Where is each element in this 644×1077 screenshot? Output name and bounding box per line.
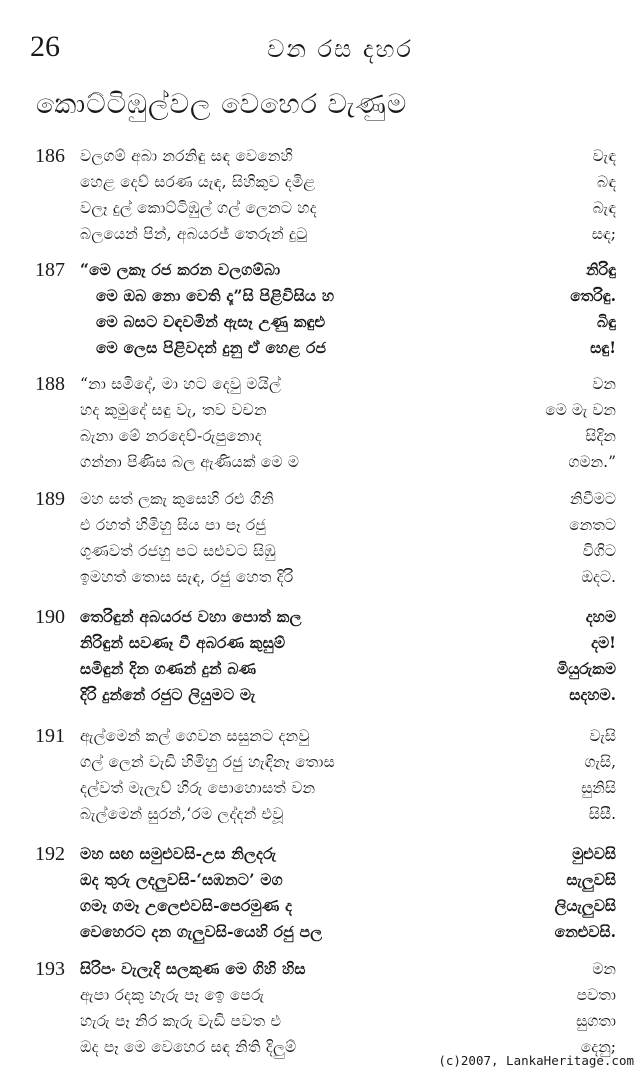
verse-line xyxy=(80,563,630,591)
verse-text: හෙළ දෙව් සරණ යැඳ, සිහිකුව දමිළ xyxy=(80,173,316,191)
verse-text: වෙහෙරට දන ගැලුවසි-යෙහි රජු පල xyxy=(80,922,323,941)
verse-text: මෙ බසට වඳවමින් ඇසෑ උණු කඳුළු xyxy=(96,312,326,331)
verse-text: බැනා මේ නරදෙව්-රුපුනොද xyxy=(80,427,262,445)
verse-line xyxy=(80,629,630,657)
rhyme-word: නෙළුවසි. xyxy=(554,922,616,941)
rhyme-word: සදහම. xyxy=(569,685,616,704)
verse-text: හද කුමුදේ සඳු වැ, තව වචන xyxy=(80,401,267,419)
verse-text: “නා සමිදේ, මා හට දෙවු මයිල් xyxy=(80,375,281,393)
verse-text: එ රහත් හිමිහු සිය පා පෑ රජු xyxy=(80,516,267,534)
rhyme-word: මෙ මැ වන xyxy=(545,401,616,419)
rhyme-word: ගැසි, xyxy=(584,753,616,771)
rhyme-word: ඔදට. xyxy=(581,568,616,586)
page-number: 26 xyxy=(30,30,60,63)
verse-text: තෙරිඳුන් අබයරජ වහා පොත් කල xyxy=(80,607,302,626)
verse-line xyxy=(80,448,630,476)
verse-line xyxy=(96,308,630,336)
rhyme-word: සඳ; xyxy=(591,225,616,243)
stanza-number: 192 xyxy=(35,843,65,865)
verse-line xyxy=(80,918,630,946)
verse-text: ඇපා රදකු හැරු පෑ ඉෙ පෙරු xyxy=(80,986,265,1004)
verse-text: ඇල්මෙන් කල් ගෙවන සසුනට දනවු xyxy=(80,727,310,745)
rhyme-word: වන xyxy=(592,375,616,393)
verse-line xyxy=(96,334,630,362)
rhyme-word: සිදින xyxy=(585,427,616,445)
rhyme-word: සිසී. xyxy=(588,805,616,823)
verse-text: “මෙ ලකෑ රජ කරන වලගම්බා xyxy=(80,260,281,279)
verse-text: බලයෙන් පින්, අබයරජ් තෙරුන් දුටු xyxy=(80,225,308,243)
rhyme-word: සඳු! xyxy=(590,338,616,357)
verse-text: ඔද පෑ මෙ වෙහෙර සඳ නිති දිලුම් xyxy=(80,1038,297,1056)
verse-line xyxy=(80,774,630,802)
verse-text: ගමෑ ගමෑ උලෙළුවසි-පෙරමුණ ද xyxy=(80,896,293,915)
stanza-number: 186 xyxy=(35,145,65,167)
rhyme-word: නිවීමට xyxy=(569,490,616,508)
verse-line xyxy=(80,722,630,750)
verse-text: ගුණවත් රජහු පට සළුවට සිඹු xyxy=(80,542,276,560)
stanza-number: 187 xyxy=(35,259,65,281)
rhyme-word: විගිට xyxy=(582,542,616,560)
verse-text: ගල් ලෙන් වැඩි හිමිහු රජු හැඳිනෑ තොස xyxy=(80,753,335,771)
verse-line xyxy=(80,866,630,894)
rhyme-word: මන xyxy=(592,960,616,978)
verse-line xyxy=(80,840,630,868)
verse-line xyxy=(80,370,630,398)
verse-text: වලගම් අබා නරනිඳු සඳ වෙනෙහි xyxy=(80,147,293,165)
rhyme-word: ලියැලුවසි xyxy=(554,896,616,915)
rhyme-word: සැලුවසි xyxy=(566,870,616,889)
rhyme-word: තෙරිඳු. xyxy=(570,286,616,305)
verse-text: හැරු පෑ නිර කැරු වැඩි පවත එ xyxy=(80,1012,282,1030)
verse-line xyxy=(80,256,630,284)
rhyme-word: දහම xyxy=(585,607,616,626)
verse-text: මෙ ලෙස පිළිවදන් දුනු ඒ හෙළ රජ xyxy=(96,338,327,357)
rhyme-word: බැඳ xyxy=(592,199,616,217)
rhyme-word: බඳ xyxy=(597,173,616,191)
verse-line xyxy=(80,537,630,565)
rhyme-word: පවතා xyxy=(576,986,616,1004)
verse-line xyxy=(80,655,630,683)
verse-text: ගන්නා පිණිස බල ඇණියක් මෙ ම xyxy=(80,453,300,471)
verse-line xyxy=(80,800,630,828)
rhyme-word: සුගතා xyxy=(576,1012,616,1030)
rhyme-word: නෙතට xyxy=(569,516,616,534)
verse-text: සිරිපං වැලැදි සලකුණ මෙ ගිහි හිස xyxy=(80,959,306,978)
verse-text: දිරි දුන්නේ රජුට ලියුමට මැ xyxy=(80,685,256,704)
stanza-number: 190 xyxy=(35,606,65,628)
rhyme-word: සුනිසි xyxy=(581,779,616,797)
verse-line xyxy=(80,485,630,513)
verse-line xyxy=(80,681,630,709)
verse-text: ඔද තුරු ලදලුවසි-‘සඹනට’ මග xyxy=(80,870,283,889)
verse-text: සමිඳුන් දින ගණන් දුන් බණ xyxy=(80,659,257,678)
verse-line xyxy=(80,168,630,196)
section-title: කොට්ටිඹුල්වල වෙහෙර වැණුම xyxy=(36,89,408,120)
verse-text: ඉමහත් තොස සැඳ, රජු හෙත දිරි xyxy=(80,568,294,586)
verse-line xyxy=(80,892,630,920)
rhyme-word: මුළුවසි xyxy=(572,844,616,863)
verse-line xyxy=(80,396,630,424)
rhyme-word: නිරිඳු xyxy=(586,260,616,279)
running-title: වන රස දහර xyxy=(267,35,413,63)
verse-text: දල්වත් මැලැව් හිරු පොහොසත් වන xyxy=(80,779,316,797)
stanza-number: 191 xyxy=(35,725,65,747)
verse-line xyxy=(80,511,630,539)
verse-text: වලෑ දුල් කොට්ටිඹුල් ගල් ලෙනට හද xyxy=(80,199,317,217)
rhyme-word: දම! xyxy=(591,633,616,652)
verse-text: නිරිඳුන් සවණෑ වී අබරණ කුසුම් xyxy=(80,633,286,652)
stanza-number: 189 xyxy=(35,488,65,510)
rhyme-word: දෙනු; xyxy=(580,1038,616,1056)
verse-text: බැල්මෙන් සුරන්,‘රම ලද්දන් එවූ xyxy=(80,805,284,823)
verse-text: මෙ ඔබ නො වෙති දෑ”සි පිළිවිසිය හ xyxy=(96,286,335,305)
verse-text: මහ සඟ සමුළුවසි-උස නිලදරු xyxy=(80,844,277,863)
verse-line xyxy=(80,981,630,1009)
rhyme-word: මියුරුකම xyxy=(557,659,616,678)
verse-text: මහ සත් ලකැ කුසෙහි රළු ගිනි xyxy=(80,490,275,508)
verse-line xyxy=(80,1007,630,1035)
rhyme-word: වැඳ xyxy=(592,147,616,165)
rhyme-word: බිඳු xyxy=(597,312,616,331)
verse-line xyxy=(80,422,630,450)
stanza-number: 193 xyxy=(35,958,65,980)
stanza-number: 188 xyxy=(35,373,65,395)
copyright-notice: (c)2007, LankaHeritage.com xyxy=(438,1053,634,1068)
verse-line xyxy=(80,603,630,631)
verse-line xyxy=(80,194,630,222)
verse-line xyxy=(80,220,630,248)
verse-line xyxy=(80,748,630,776)
rhyme-word: වැසි xyxy=(589,727,616,745)
rhyme-word: ගමන.” xyxy=(568,453,616,471)
verse-line xyxy=(80,955,630,983)
verse-line xyxy=(80,142,630,170)
verse-line xyxy=(96,282,630,310)
